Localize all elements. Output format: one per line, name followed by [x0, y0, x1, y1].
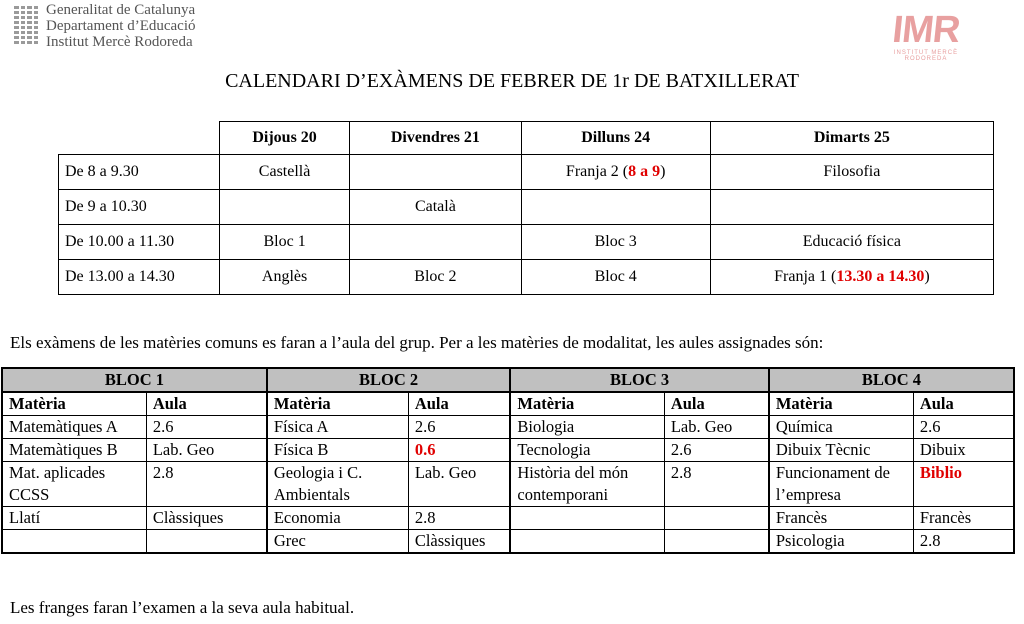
school-logo: IMR INSTITUT MERCÈ RODOREDA [890, 9, 962, 62]
aula-cell: 2.6 [913, 416, 1014, 439]
aula-cell: 2.6 [408, 416, 510, 439]
classroom-note: Els exàmens de les matèries comuns es faran a l’aula del grup. Per a les matèries de modalitat, les aules assignades són: [10, 333, 824, 352]
aula-cell: 0.6 [408, 439, 510, 462]
aula-cell [146, 530, 267, 554]
aula-cell [664, 530, 769, 554]
schedule-cell: Bloc 1 [220, 225, 350, 260]
day-header: Dilluns 24 [521, 122, 710, 155]
materia-cell: Física B [267, 439, 409, 462]
highlighted-time: 13.30 a 14.30 [836, 268, 925, 285]
aula-header: Aula [408, 392, 510, 416]
table-row [2, 530, 1014, 554]
aula-header: Aula [913, 392, 1014, 416]
schedule-row [59, 225, 994, 260]
schedule-row [59, 260, 994, 295]
aula-header: Aula [146, 392, 267, 416]
materia-cell [510, 507, 664, 530]
aula-cell: Biblio [913, 462, 1014, 507]
materia-cell: Tecnologia [510, 439, 664, 462]
materia-header: Matèria [769, 392, 913, 416]
schedule-cell: Franja 1 (13.30 a 14.30) [710, 260, 993, 295]
bloc-header: BLOC 1 [2, 368, 267, 392]
schedule-cell: Bloc 4 [521, 260, 710, 295]
aula-cell: 2.8 [408, 507, 510, 530]
aula-cell: 2.8 [146, 462, 267, 507]
materia-header: Matèria [2, 392, 146, 416]
materia-cell: Física A [267, 416, 409, 439]
aula-cell: Lab. Geo [146, 439, 267, 462]
schedule-row [59, 190, 994, 225]
exam-schedule-table [58, 121, 994, 295]
bloc-header: BLOC 3 [510, 368, 768, 392]
franges-note: Les franges faran l’examen a la seva aula habitual. [10, 598, 355, 617]
schedule-cell: Educació física [710, 225, 993, 260]
materia-cell: Biologia [510, 416, 664, 439]
aula-cell: Lab. Geo [408, 462, 510, 507]
highlighted-time: 8 a 9 [628, 163, 661, 180]
materia-header: Matèria [267, 392, 409, 416]
schedule-cell: Franja 2 (8 a 9) [521, 155, 710, 190]
institution-header [14, 2, 196, 50]
schedule-cell: Bloc 2 [350, 260, 521, 295]
header-line: Institut Mercè Rodoreda [46, 34, 193, 50]
generalitat-logo-icon [14, 6, 38, 46]
time-slot: De 13.00 a 14.30 [59, 260, 220, 295]
page-title: CALENDARI D’EXÀMENS DE FEBRER DE 1r DE BATXILLERAT [225, 70, 799, 92]
materia-cell [510, 530, 664, 554]
header-line: Generalitat de Catalunya [46, 2, 196, 18]
day-header: Dijous 20 [220, 122, 350, 155]
materia-cell: Economia [267, 507, 409, 530]
time-slot: De 8 a 9.30 [59, 155, 220, 190]
materia-cell: Història del món contemporani [510, 462, 664, 507]
aula-cell: Francès [913, 507, 1014, 530]
materia-cell: Francès [769, 507, 913, 530]
materia-cell: Matemàtiques B [2, 439, 146, 462]
schedule-cell [521, 190, 710, 225]
materia-header: Matèria [510, 392, 664, 416]
bloc-header: BLOC 2 [267, 368, 511, 392]
table-row [2, 462, 1014, 507]
aula-cell: 2.8 [664, 462, 769, 507]
materia-cell: Grec [267, 530, 409, 554]
aula-cell: Lab. Geo [664, 416, 769, 439]
aula-header: Aula [664, 392, 769, 416]
schedule-cell: Castellà [220, 155, 350, 190]
materia-cell: Llatí [2, 507, 146, 530]
time-slot: De 10.00 a 11.30 [59, 225, 220, 260]
schedule-row [59, 155, 994, 190]
schedule-cell: Anglès [220, 260, 350, 295]
corner-cell [59, 122, 220, 155]
day-header: Dimarts 25 [710, 122, 993, 155]
schedule-cell [710, 190, 993, 225]
schedule-cell [220, 190, 350, 225]
table-row [2, 507, 1014, 530]
aula-cell: Dibuix [913, 439, 1014, 462]
bloc-classrooms-table [1, 367, 1015, 554]
materia-cell: Matemàtiques A [2, 416, 146, 439]
header-line: Departament d’Educació [46, 18, 196, 34]
aula-cell: Clàssiques [146, 507, 267, 530]
time-slot: De 9 a 10.30 [59, 190, 220, 225]
table-row [2, 439, 1014, 462]
table-row [2, 416, 1014, 439]
aula-cell [664, 507, 769, 530]
aula-cell: Clàssiques [408, 530, 510, 554]
schedule-cell: Filosofia [710, 155, 993, 190]
materia-cell: Dibuix Tècnic [769, 439, 913, 462]
schedule-cell: Català [350, 190, 521, 225]
schedule-cell: Bloc 3 [521, 225, 710, 260]
schedule-cell [350, 225, 521, 260]
schedule-cell [350, 155, 521, 190]
day-header: Divendres 21 [350, 122, 521, 155]
materia-cell: Geologia i C. Ambientals [267, 462, 409, 507]
materia-cell: Funcionament de l’empresa [769, 462, 913, 507]
materia-cell: Psicologia [769, 530, 913, 554]
materia-cell: Mat. aplicades CCSS [2, 462, 146, 507]
bloc-header: BLOC 4 [769, 368, 1014, 392]
aula-cell: 2.8 [913, 530, 1014, 554]
aula-cell: 2.6 [146, 416, 267, 439]
materia-cell: Química [769, 416, 913, 439]
aula-cell: 2.6 [664, 439, 769, 462]
materia-cell [2, 530, 146, 554]
